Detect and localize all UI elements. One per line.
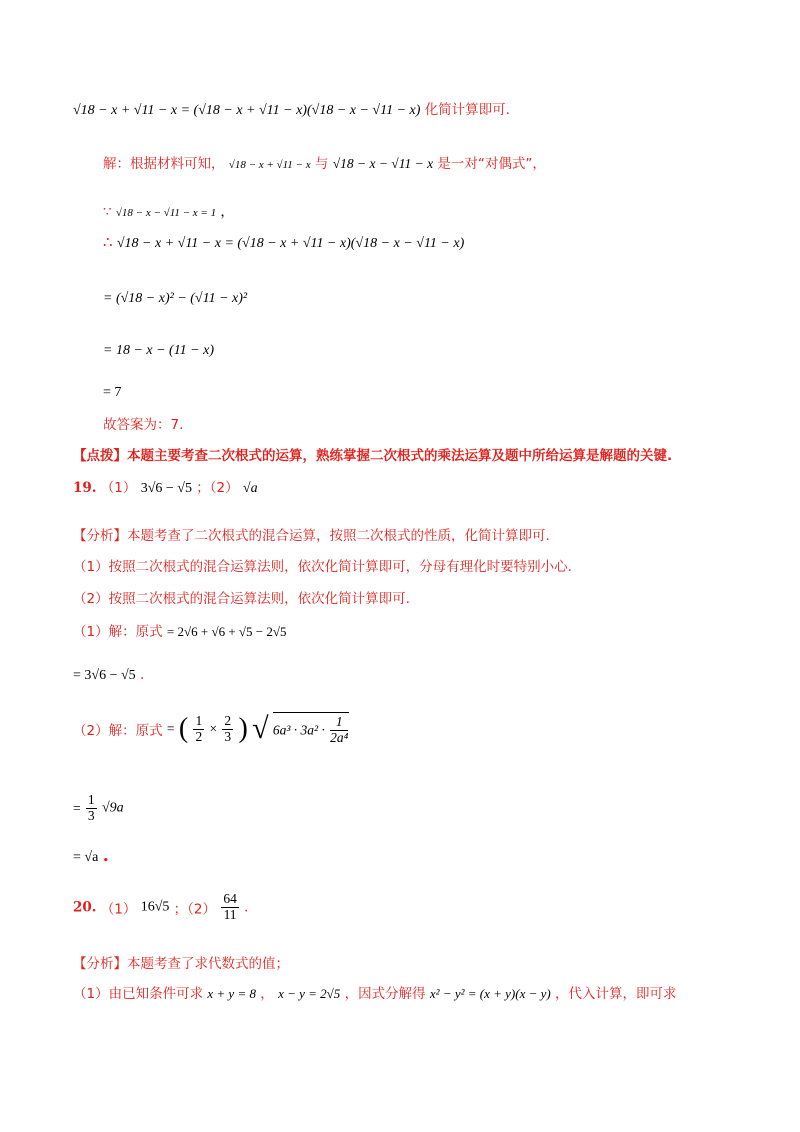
solution-19-1-result-equation: = 3√6 − √5 bbox=[73, 668, 136, 683]
analysis-19-line bbox=[73, 524, 550, 544]
step-simplify bbox=[103, 342, 214, 359]
solution-19-1-dot: . bbox=[139, 667, 145, 683]
solution-19-2-dot: . bbox=[102, 845, 109, 866]
tip-text: 【点拨】本题主要考查二次根式的运算，熟练掌握二次根式的乘法运算及题中所给运算是解题的关键. bbox=[73, 448, 673, 464]
q20-dot: . bbox=[244, 899, 249, 916]
factorization-text: ，因式分解得 bbox=[344, 986, 426, 1002]
question-20-answer bbox=[73, 892, 248, 923]
q20-part1-answer: 16√5 bbox=[140, 899, 170, 915]
therefore-line bbox=[103, 233, 464, 252]
step-square-difference bbox=[103, 290, 247, 307]
equals-sign: = bbox=[166, 721, 175, 736]
method-19-2-text: （2）按照二次根式的混合运算法则，依次化简计算即可. bbox=[73, 591, 410, 607]
because-symbol: ∵ bbox=[103, 204, 112, 220]
fraction-one-over-2a4 bbox=[330, 715, 348, 746]
solution-19-1-result bbox=[73, 667, 144, 684]
solution-intro-text: 解：根据材料可知， bbox=[103, 156, 225, 172]
result-equation: = 7 bbox=[103, 385, 122, 400]
difference-equation: x − y = 2√5 bbox=[278, 986, 341, 1001]
solution-19-2-result bbox=[73, 845, 109, 866]
fraction-numerator: 64 bbox=[223, 891, 237, 906]
q19-part2-label: ；（2） bbox=[196, 480, 239, 496]
fraction-64-over-11 bbox=[221, 892, 239, 923]
solution-19-2-result-equation: = √a bbox=[73, 850, 99, 865]
solution-intro-line bbox=[103, 152, 546, 172]
fraction-numerator: 2 bbox=[224, 712, 232, 728]
q19-part1-answer: 3√6 − √5 bbox=[140, 481, 192, 496]
solution-19-1-line bbox=[73, 620, 287, 640]
fraction-denominator: 2 bbox=[195, 728, 203, 744]
step-result bbox=[103, 384, 121, 401]
solution-19-2-label: （2）解：原式 bbox=[73, 723, 163, 739]
method-20-1-line bbox=[73, 982, 677, 1002]
connector-text: 与 bbox=[314, 156, 329, 172]
radical-sign: √ bbox=[252, 712, 269, 745]
solution-19-2-step bbox=[73, 793, 124, 824]
method-20-1-text: （1）由已知条件可求 bbox=[73, 986, 204, 1002]
intro-equation-tail: 化简计算即可. bbox=[424, 102, 510, 118]
answer-line bbox=[103, 413, 183, 433]
because-tail: ， bbox=[220, 204, 234, 220]
solution-19-2-line bbox=[73, 712, 349, 746]
fraction-denominator: 2a⁴ bbox=[330, 730, 349, 745]
fraction-numerator: 1 bbox=[87, 792, 95, 807]
fraction-denominator: 11 bbox=[223, 906, 237, 922]
q19-part2-answer: √a bbox=[242, 481, 258, 496]
fraction-denominator: 3 bbox=[224, 728, 232, 744]
question-19-number: 19. bbox=[73, 480, 97, 496]
because-equation: √18 − x − √11 − x = 1 bbox=[115, 207, 217, 219]
equals-sign: = bbox=[73, 800, 81, 816]
fraction-one-half bbox=[193, 714, 204, 745]
therefore-equation: √18 − x + √11 − x = (√18 − x + √11 − x)(√18 − x − √11 − x) bbox=[116, 236, 465, 251]
times-sign: × bbox=[209, 721, 218, 736]
question-20-number: 20. bbox=[73, 899, 97, 916]
method-19-2-line bbox=[73, 587, 410, 607]
radicand-product: 6a³ · 3a² · bbox=[272, 722, 325, 738]
square-difference-equation: = (√18 − x)² − (√11 − x)² bbox=[103, 291, 248, 306]
sum-equation: x + y = 8 bbox=[207, 986, 256, 1001]
substitute-text: ，代入计算，即可求 bbox=[555, 986, 677, 1002]
q20-part1-label: （1） bbox=[100, 901, 137, 918]
intro-equation: √18 − x + √11 − x = (√18 − x + √11 − x)(√18 − x − √11 − x) bbox=[73, 103, 421, 118]
comma-1: ， bbox=[260, 986, 274, 1002]
left-paren: ( bbox=[178, 713, 189, 744]
analysis-20-text: 【分析】本题考查了求代数式的值； bbox=[73, 956, 289, 972]
simplify-equation: = 18 − x − (11 − x) bbox=[103, 343, 215, 358]
fraction-one-third bbox=[86, 793, 97, 824]
q20-part2-label: ；（2） bbox=[173, 901, 217, 918]
because-line bbox=[103, 200, 234, 220]
expression-a: √18 − x + √11 − x bbox=[228, 159, 311, 171]
analysis-20-line bbox=[73, 952, 289, 972]
answer-text: 故答案为：7. bbox=[103, 417, 184, 433]
radicand bbox=[273, 712, 349, 746]
method-19-1-line bbox=[73, 555, 572, 575]
therefore-symbol: ∴ bbox=[103, 233, 113, 251]
right-paren: ) bbox=[238, 713, 248, 744]
fraction-numerator: 1 bbox=[330, 715, 348, 731]
method-19-1-text: （1）按照二次根式的混合运算法则，依次化简计算即可，分母有理化时要特别小心. bbox=[73, 559, 572, 575]
solution-19-1-label: （1）解：原式 bbox=[73, 624, 163, 640]
tip-line bbox=[73, 444, 672, 464]
analysis-19-text: 【分析】本题考查了二次根式的混合运算，按照二次根式的性质，化简计算即可. bbox=[73, 528, 550, 544]
solution-19-1-equation: = 2√6 + √6 + √5 − 2√5 bbox=[166, 624, 287, 639]
sqrt-9a: √9a bbox=[101, 800, 124, 816]
expression-b: √18 − x − √11 − x bbox=[332, 156, 434, 171]
fraction-numerator: 1 bbox=[195, 712, 203, 728]
factorization-equation: x² − y² = (x + y)(x − y) bbox=[429, 986, 551, 1001]
q19-part1-label: （1） bbox=[100, 480, 137, 496]
intro-equation-line bbox=[73, 98, 510, 119]
question-19-answer bbox=[73, 476, 258, 497]
dual-expression-text: 是一对“对偶式”， bbox=[437, 156, 546, 172]
fraction-denominator: 3 bbox=[87, 807, 95, 823]
fraction-two-thirds bbox=[222, 714, 233, 745]
